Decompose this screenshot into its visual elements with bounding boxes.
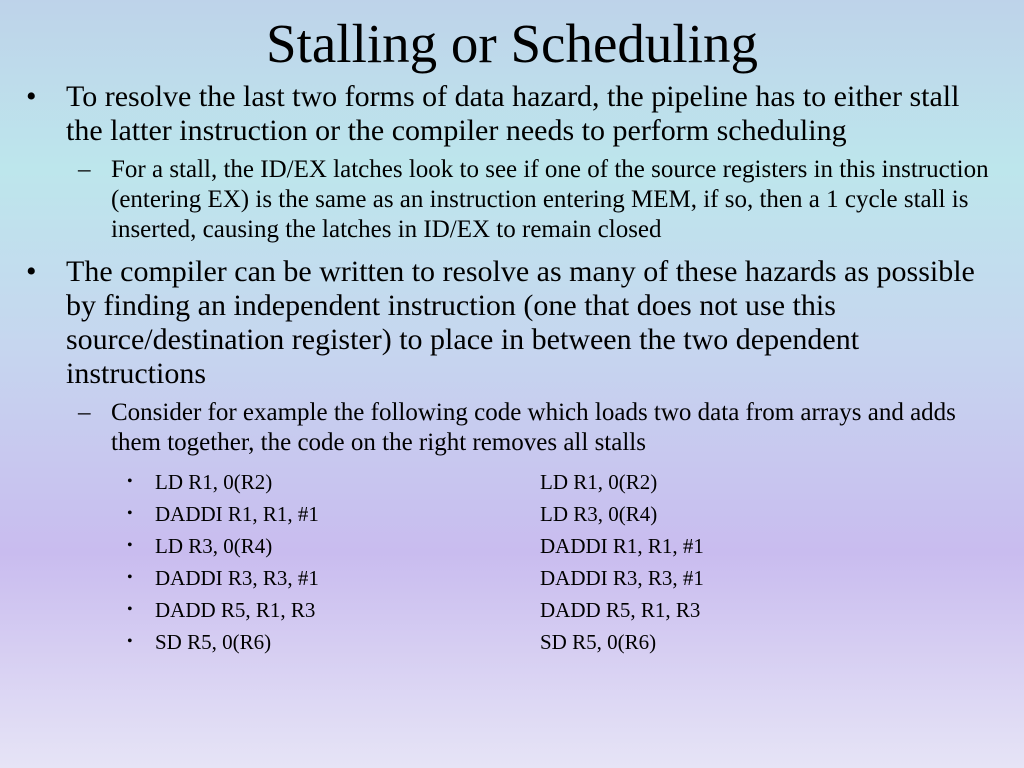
sub-bullet-text: For a stall, the ID/EX latches look to see if one of the source registers in this instruction (entering EX) is the same as an instruction entering MEM, if so, then a 1 cycle stall is inserted, causing the latches in ID/EX to remain closed: [111, 156, 989, 243]
code-row: [0, 626, 1024, 658]
code-left: LD R3, 0(R4): [155, 534, 273, 558]
code-bullet: •: [127, 473, 133, 490]
sub-bullet-text: Consider for example the following code which loads two data from arrays and adds them together, the code on the right removes all stalls: [111, 399, 956, 456]
code-row: [0, 466, 1024, 498]
slide-title: Stalling or Scheduling: [266, 13, 758, 74]
code-left: DADDI R3, R3, #1: [155, 566, 319, 590]
code-bullet: •: [127, 569, 133, 586]
code-right: LD R1, 0(R2): [540, 470, 658, 494]
code-bullet: •: [127, 633, 133, 650]
bullet-item: [0, 80, 1024, 148]
code-bullet: •: [127, 601, 133, 618]
code-right: DADD R5, R1, R3: [540, 598, 701, 622]
sub-bullet-item: [0, 155, 1024, 245]
code-row: [0, 498, 1024, 530]
dash-marker: –: [78, 399, 91, 426]
code-comparison: [0, 466, 1024, 658]
code-row: [0, 562, 1024, 594]
code-right: LD R3, 0(R4): [540, 502, 658, 526]
code-left: LD R1, 0(R2): [155, 470, 273, 494]
dash-marker: –: [78, 156, 91, 183]
bullet-text: To resolve the last two forms of data hazard, the pipeline has to either stall the latter instruction or the compiler needs to perform scheduling: [66, 80, 960, 147]
sub-bullet-item: [0, 398, 1024, 458]
bullet-marker: •: [26, 255, 37, 288]
code-left: DADDI R1, R1, #1: [155, 502, 319, 526]
code-row: [0, 530, 1024, 562]
slide-content: [0, 80, 1024, 658]
code-right: DADDI R1, R1, #1: [540, 534, 704, 558]
code-bullet: •: [127, 537, 133, 554]
bullet-text: The compiler can be written to resolve as many of these hazards as possible by finding an independent instruction (one that does not use this source/destination register) to place in between the two dependent instructions: [66, 255, 975, 390]
code-left: SD R5, 0(R6): [155, 630, 272, 654]
bullet-item: [0, 255, 1024, 391]
bullet-marker: •: [26, 80, 37, 113]
code-row: [0, 594, 1024, 626]
code-bullet: •: [127, 505, 133, 522]
code-right: SD R5, 0(R6): [540, 630, 657, 654]
code-left: DADD R5, R1, R3: [155, 598, 316, 622]
code-right: DADDI R3, R3, #1: [540, 566, 704, 590]
